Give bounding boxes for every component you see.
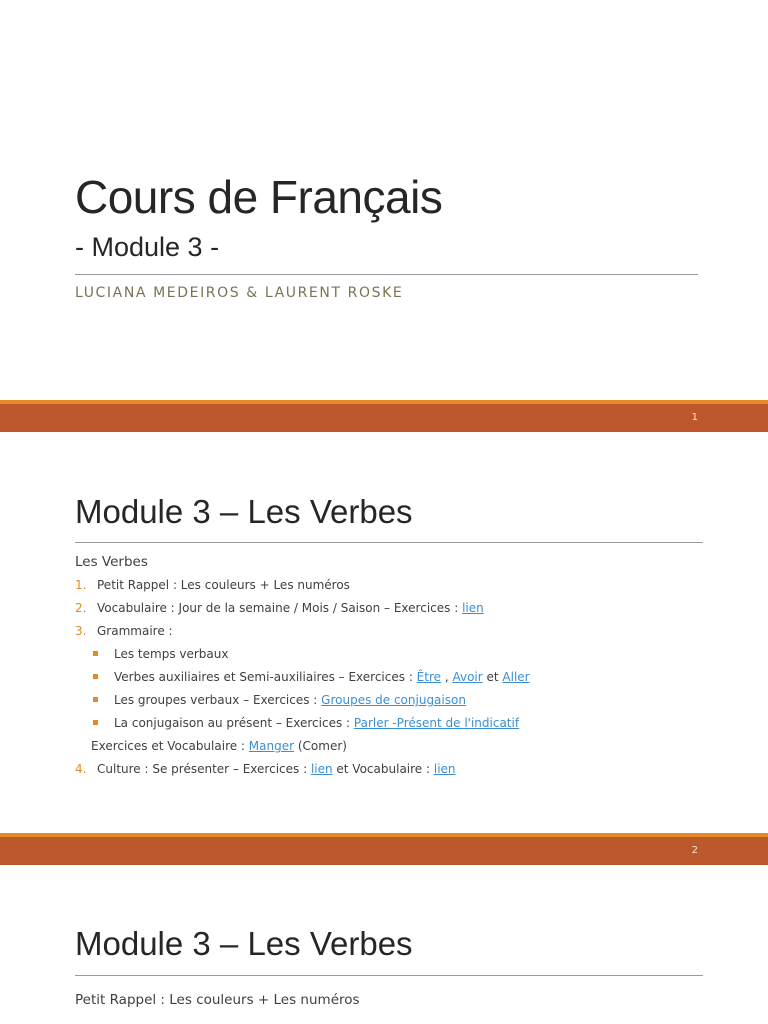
title-divider bbox=[75, 274, 698, 275]
item-number: 1. bbox=[75, 578, 87, 592]
item-text: Petit Rappel : Les couleurs + Les numéros bbox=[97, 578, 350, 592]
item-text: Grammaire : bbox=[97, 624, 173, 638]
section-heading: Petit Rappel : Les couleurs + Les numéros bbox=[75, 992, 360, 1008]
vocabulaire-exercise-link[interactable]: lien bbox=[462, 601, 484, 615]
agenda-item-3 bbox=[75, 623, 173, 639]
page-number: 2 bbox=[691, 845, 698, 856]
item-text: Vocabulaire : Jour de la semaine / Mois / Saison – Exercices : bbox=[97, 601, 463, 615]
item-number: 3. bbox=[75, 624, 87, 638]
slide-1-footer-band bbox=[0, 400, 768, 432]
sub-item-conjugaison-present bbox=[114, 715, 519, 731]
sub-item-text: La conjugaison au présent – Exercices : bbox=[114, 716, 354, 730]
sub-item-temps-verbaux bbox=[114, 646, 228, 662]
bullet-icon bbox=[93, 651, 98, 656]
sub-item-text: Les groupes verbaux – Exercices : bbox=[114, 693, 322, 707]
separator-text: , bbox=[441, 670, 453, 684]
slide-1-title: Cours de Français bbox=[75, 171, 443, 223]
line-text: Exercices et Vocabulaire : bbox=[91, 739, 249, 753]
slide-1-subtitle: - Module 3 - bbox=[75, 232, 220, 262]
sub-item-text: Les temps verbaux bbox=[114, 647, 229, 661]
parler-present-link[interactable]: Parler -Présent de l'indicatif bbox=[353, 716, 520, 730]
section-heading: Les Verbes bbox=[75, 554, 148, 570]
title-divider bbox=[75, 542, 703, 543]
sub-item-verbes-auxiliaires bbox=[114, 669, 530, 685]
item-number: 4. bbox=[75, 762, 87, 776]
sub-item-groupes-verbaux bbox=[114, 692, 466, 708]
bullet-icon bbox=[93, 674, 98, 679]
culture-exercise-link[interactable]: lien bbox=[310, 762, 333, 776]
page-number: 1 bbox=[691, 412, 698, 423]
item-number: 2. bbox=[75, 601, 87, 615]
exercices-vocabulaire-line bbox=[91, 738, 347, 754]
sub-item-text: Verbes auxiliaires et Semi-auxiliaires – Exercices : bbox=[114, 670, 417, 684]
culture-vocabulaire-link[interactable]: lien bbox=[433, 762, 456, 776]
aller-link[interactable]: Aller bbox=[502, 670, 530, 684]
bullet-icon bbox=[93, 697, 98, 702]
agenda-item-4 bbox=[75, 761, 456, 777]
groupes-conjugaison-link[interactable]: Groupes de conjugaison bbox=[321, 693, 466, 707]
title-divider bbox=[75, 975, 703, 976]
slide-3-title: Module 3 – Les Verbes bbox=[75, 925, 413, 962]
line-suffix: (Comer) bbox=[294, 739, 347, 753]
slide-2-title: Module 3 – Les Verbes bbox=[75, 493, 413, 530]
item-mid-text: et Vocabulaire : bbox=[332, 762, 434, 776]
agenda-item-1 bbox=[75, 577, 350, 593]
avoir-link[interactable]: Avoir bbox=[452, 670, 483, 684]
etre-link[interactable]: Être bbox=[416, 670, 442, 684]
agenda-item-2 bbox=[75, 600, 484, 616]
separator-text: et bbox=[482, 670, 503, 684]
slide-1-authors: LUCIANA MEDEIROS & LAURENT ROSKE bbox=[75, 285, 404, 301]
manger-link[interactable]: Manger bbox=[248, 739, 295, 753]
item-text: Culture : Se présenter – Exercices : bbox=[97, 762, 311, 776]
slide-2-footer-band bbox=[0, 833, 768, 865]
bullet-icon bbox=[93, 720, 98, 725]
